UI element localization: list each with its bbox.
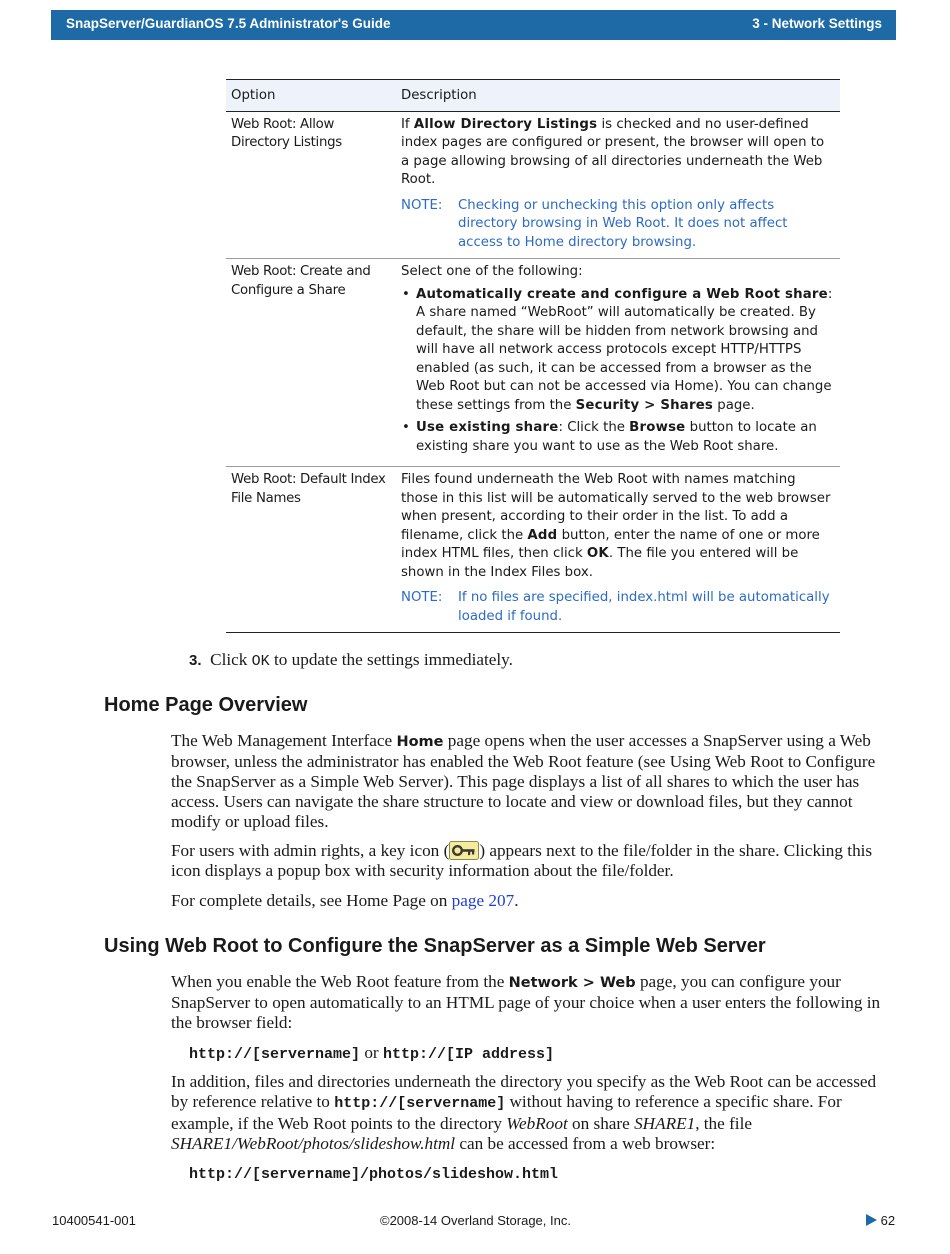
options-table — [226, 79, 840, 633]
table-header-row — [226, 80, 840, 112]
text: In addition, files and directories underneath the directory you specify as the Web Root can be accessed by reference relative to — [171, 1072, 877, 1111]
option-description — [396, 259, 840, 467]
webroot-paragraph-1 — [171, 972, 896, 1033]
list-item: • Automatically create and configure a Web Root share: A share named “WebRoot” will automatically be created. By default, the share will be hidden from network browsing and will have all network access protocols except HTTP/HTTPS enabled (as such, it can be accessed from a browser as the Web Root but can not be accessed via Home). You can change these settings from the Security > Shares page. — [402, 286, 833, 413]
home-paragraph-3 — [171, 891, 896, 911]
ui-term: Browse — [629, 420, 686, 435]
table-row — [226, 467, 840, 633]
section-heading-webroot: Using Web Root to Configure the SnapServer as a Simple Web Server — [104, 935, 766, 957]
home-paragraph-2 — [171, 841, 896, 881]
step-number: 3. — [189, 652, 202, 669]
chapter-title: 3 - Network Settings — [752, 16, 882, 31]
text: : A share named “WebRoot” will automatically be created. By default, the share will be hidden from network browsing and will have all network access protocols except HTTP/HTTPS enabled (as such, it can be accessed from a browser as the Web Root but can not be accessed via Home). You can change these settings from the — [416, 286, 833, 413]
ui-term: Home — [396, 734, 444, 750]
code-slideshow-url: http://[servername]/photos/slideshow.html — [189, 1166, 559, 1183]
file-path: SHARE1/WebRoot/photos/slideshow.html — [171, 1134, 456, 1153]
page-number-text: 62 — [880, 1213, 896, 1228]
page-number — [866, 1213, 895, 1228]
option-name: Web Root: Create and Configure a Share — [226, 259, 396, 467]
list-item: • Use existing share: Click the Browse button to locate an existing share you want to use as the Web Root share. — [402, 420, 817, 454]
text: page. — [713, 397, 755, 413]
text: . — [514, 891, 519, 910]
text: to update the settings immediately. — [269, 650, 513, 669]
ui-term: Use existing share — [416, 420, 559, 435]
ui-term: Network > Web — [508, 975, 636, 991]
text: Click — [210, 650, 252, 669]
ui-term: OK — [251, 653, 270, 670]
bullet-list — [401, 286, 835, 457]
text: For complete details, see Home Page on — [171, 891, 452, 910]
text: Files found underneath the Web Root with names matching those in this list will be automatically served to the web browser when present, according to their order in the list. To add a filename, click the — [401, 472, 831, 543]
text: If — [401, 116, 414, 132]
section-heading-home: Home Page Overview — [104, 694, 308, 716]
text: . The file you entered will be shown in the Index Files box. — [401, 546, 799, 580]
note-label: NOTE: — [401, 197, 443, 213]
note-text: Checking or unchecking this option only affects directory browsing in Web Root. It does not affect access to Home directory browsing. — [458, 197, 788, 250]
text: button to locate an existing share you want to use as the Web Root share. — [416, 420, 817, 454]
step-3 — [189, 650, 889, 672]
copyright: ©2008-14 Overland Storage, Inc. — [380, 1213, 571, 1228]
column-header-option: Option — [226, 80, 396, 112]
text: or — [360, 1043, 383, 1062]
page-link[interactable]: page 207 — [451, 891, 515, 910]
share-name: SHARE1 — [634, 1114, 696, 1133]
text: : Click the — [558, 420, 630, 435]
text: For users with admin rights, a key icon ( — [171, 841, 450, 860]
note — [401, 197, 835, 253]
text: is checked and no user-defined index pages are configured or present, the browser will open to a page allowing browsing of all directories underneath the Web Root. — [401, 116, 825, 187]
text: without having to reference a specific share. For example, if the Web Root points to the directory — [171, 1092, 842, 1133]
doc-number: 10400541-001 — [52, 1213, 136, 1228]
column-header-description: Description — [396, 80, 840, 112]
code-ip-address: http://[IP address] — [382, 1046, 554, 1063]
text: , the file — [695, 1114, 752, 1133]
ui-term: OK — [586, 546, 609, 561]
webroot-paragraph-2 — [171, 1072, 896, 1154]
option-description — [396, 467, 840, 633]
ui-term: Security > Shares — [575, 397, 714, 413]
home-paragraph-1 — [171, 731, 896, 832]
note-label: NOTE: — [401, 590, 443, 605]
key-icon — [449, 841, 479, 860]
text: on share — [567, 1114, 635, 1133]
option-name: Web Root: Default Index File Names — [226, 467, 396, 633]
guide-title: SnapServer/GuardianOS 7.5 Administrator's Guide — [66, 16, 391, 31]
note — [401, 589, 835, 626]
table-row — [226, 111, 840, 259]
url-examples — [189, 1043, 889, 1065]
text: page, you can configure your SnapServer to open automatically to an HTML page of your choice when a user enters the following in the browser field: — [171, 972, 881, 1032]
next-page-arrow-icon[interactable] — [866, 1214, 877, 1226]
ui-term: Allow Directory Listings — [413, 116, 598, 132]
table-row — [226, 259, 840, 467]
text: button, enter the name of one or more index HTML files, then click — [401, 527, 820, 561]
directory-name: WebRoot — [506, 1114, 568, 1133]
text: page opens when the user accesses a SnapServer using a Web browser, unless the administrator has enabled the Web Root feature (see Using Web Root to Configure the SnapServer as a Simple Web Server). This page displays a list of all shares to which the user has access. Users can navigate the share structure to locate and view or download files, but they cannot modify or upload files. — [171, 731, 876, 831]
note-text: If no files are specified, index.html will be automatically loaded if found. — [458, 590, 830, 624]
text: The Web Management Interface — [171, 731, 397, 750]
text: ) appears next to the file/folder in the share. Clicking this icon displays a popup box with security information about the file/folder. — [171, 841, 873, 880]
code-servername: http://[servername] — [334, 1095, 506, 1112]
intro-text: Select one of the following: — [401, 264, 583, 279]
text: When you enable the Web Root feature from the — [171, 972, 509, 991]
page-header-bar — [51, 10, 896, 40]
option-name: Web Root: Allow Directory Listings — [226, 111, 396, 259]
ui-term: Automatically create and configure a Web Root share — [416, 286, 828, 302]
url-slideshow — [189, 1163, 889, 1185]
option-description — [396, 111, 840, 259]
ui-term: Add — [527, 527, 558, 543]
text: can be accessed from a web browser: — [455, 1134, 716, 1153]
code-servername: http://[servername] — [189, 1046, 361, 1063]
